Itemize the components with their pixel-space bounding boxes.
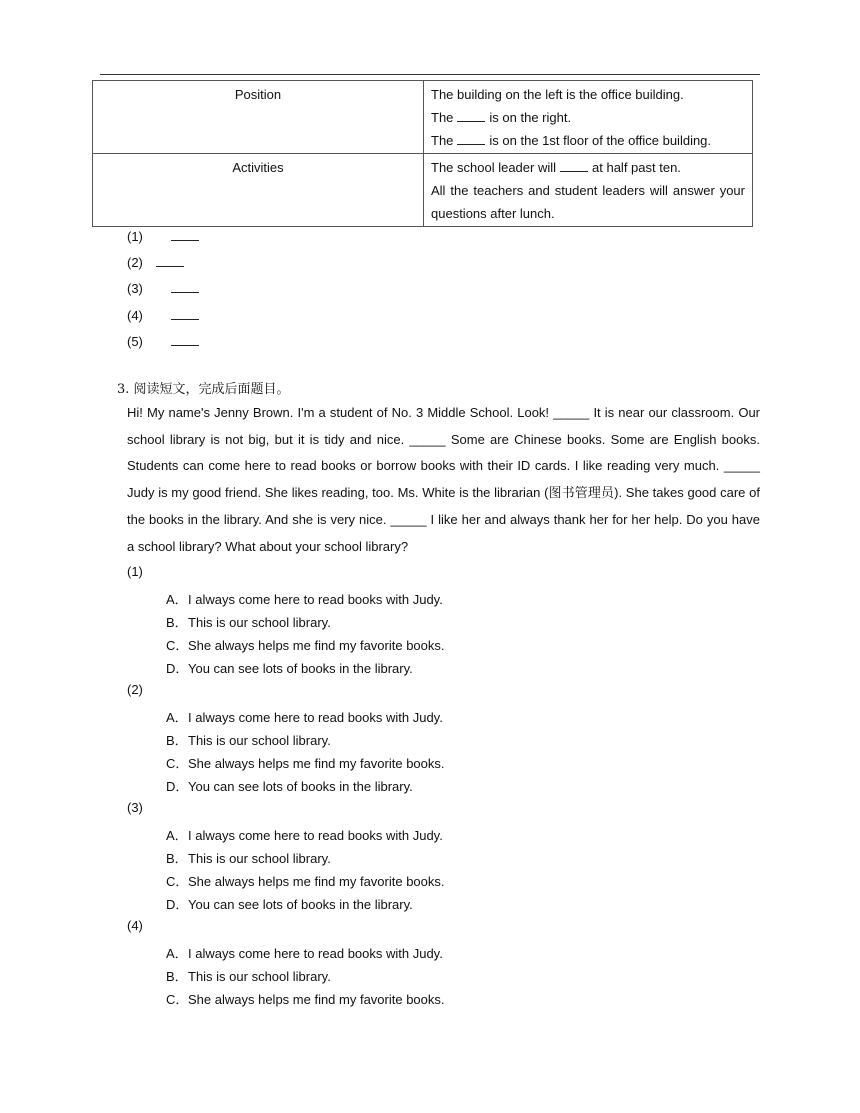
answer-blank[interactable] xyxy=(171,331,199,346)
passage-text: ). She takes good care of the books in the library. And she is very nice. _____ I like her and always thank her for her help. Do you have a school library? What about your school library? xyxy=(127,484,760,554)
option-text: This is our school library. xyxy=(188,851,331,866)
passage-chinese-gloss: 图书管理员 xyxy=(548,485,615,501)
option-b[interactable] xyxy=(166,966,331,985)
option-text: I always come here to read books with Judy. xyxy=(188,828,443,843)
question-3-title: 3. 阅读短文，完成后面题目。 xyxy=(117,382,290,397)
option-letter: B． xyxy=(166,733,188,748)
option-text: She always helps me find my favorite books. xyxy=(188,638,445,653)
fill-blank[interactable] xyxy=(457,130,485,145)
option-a[interactable] xyxy=(166,943,443,962)
line-text: is on the 1st floor of the office building. xyxy=(489,133,712,148)
option-letter: C． xyxy=(166,756,189,771)
option-text: I always come here to read books with Judy. xyxy=(188,592,443,607)
answer-line-5 xyxy=(127,331,203,350)
answer-label: (3) xyxy=(127,281,143,296)
table-line xyxy=(431,156,745,179)
option-text: I always come here to read books with Judy. xyxy=(188,710,443,725)
subquestion-label: (4) xyxy=(127,918,143,933)
table-value-activities xyxy=(424,154,753,227)
option-b[interactable] xyxy=(166,612,331,631)
table-value-position xyxy=(424,81,753,154)
option-letter: B． xyxy=(166,615,188,630)
table-key-activities: Activities xyxy=(93,154,424,227)
option-letter: C． xyxy=(166,638,189,653)
option-letter: B． xyxy=(166,969,188,984)
fill-blank[interactable] xyxy=(560,157,588,172)
fill-blank[interactable] xyxy=(457,107,485,122)
answer-line-2 xyxy=(127,252,188,271)
answer-blank[interactable] xyxy=(156,252,184,267)
option-text: This is our school library. xyxy=(188,733,331,748)
option-letter: A． xyxy=(166,946,188,961)
reading-passage xyxy=(127,400,760,560)
answer-blank[interactable] xyxy=(171,305,199,320)
table-line: All the teachers and student leaders will answer your questions after lunch. xyxy=(431,183,745,221)
option-letter: A． xyxy=(166,828,188,843)
option-text: This is our school library. xyxy=(188,615,331,630)
line-text: The building on the left is the office building. xyxy=(431,87,684,102)
option-letter: D． xyxy=(166,779,189,794)
subquestion-label: (3) xyxy=(127,800,143,815)
option-letter: B． xyxy=(166,851,188,866)
option-d[interactable] xyxy=(166,894,413,913)
option-text: You can see lots of books in the library. xyxy=(188,897,413,912)
option-b[interactable] xyxy=(166,730,331,749)
answer-label: (2) xyxy=(127,255,143,270)
subquestion-label: (2) xyxy=(127,682,143,697)
table-key-position: Position xyxy=(93,81,424,154)
table-row-activities xyxy=(93,154,753,227)
line-text: at half past ten. xyxy=(592,160,681,175)
option-d[interactable] xyxy=(166,658,413,677)
table-line xyxy=(431,83,745,106)
option-letter: A． xyxy=(166,592,188,607)
answer-line-4 xyxy=(127,305,203,324)
option-letter: D． xyxy=(166,897,189,912)
option-a[interactable] xyxy=(166,825,443,844)
option-a[interactable] xyxy=(166,589,443,608)
option-text: She always helps me find my favorite books. xyxy=(188,992,445,1007)
option-c[interactable] xyxy=(166,871,445,890)
subquestion-label: (1) xyxy=(127,564,143,579)
table-line xyxy=(431,129,745,152)
option-c[interactable] xyxy=(166,989,445,1008)
answer-label: (1) xyxy=(127,229,143,244)
option-c[interactable] xyxy=(166,635,445,654)
answer-label: (4) xyxy=(127,308,143,323)
answer-line-1 xyxy=(127,226,203,245)
option-b[interactable] xyxy=(166,848,331,867)
table-row-position xyxy=(93,81,753,154)
option-a[interactable] xyxy=(166,707,443,726)
option-letter: A． xyxy=(166,710,188,725)
answer-line-3 xyxy=(127,278,203,297)
line-text: is on the right. xyxy=(489,110,572,125)
line-text: The xyxy=(431,133,454,148)
option-c[interactable] xyxy=(166,753,445,772)
answer-label: (5) xyxy=(127,334,143,349)
info-table xyxy=(92,80,753,227)
option-text: This is our school library. xyxy=(188,969,331,984)
header-rule xyxy=(100,74,760,75)
passage-text: Hi! My name's Jenny Brown. I'm a student of No. 3 Middle School. Look! _____ It is near our classroom. Our school library is not big, but it is tidy and nice. _____ Some are Chinese books. Some are English books. Students can come here to read books or borrow books with their ID cards. I like reading very much. _____ Judy is my good friend. She likes reading, too. Ms. White is the librarian ( xyxy=(127,405,760,500)
option-letter: C． xyxy=(166,992,189,1007)
line-text: The school leader will xyxy=(431,160,557,175)
option-text: She always helps me find my favorite books. xyxy=(188,756,445,771)
option-d[interactable] xyxy=(166,776,413,795)
option-text: You can see lots of books in the library. xyxy=(188,661,413,676)
line-text: The xyxy=(431,110,454,125)
option-text: You can see lots of books in the library. xyxy=(188,779,413,794)
answer-blank[interactable] xyxy=(171,278,199,293)
table-line xyxy=(431,106,745,129)
option-text: She always helps me find my favorite books. xyxy=(188,874,445,889)
option-letter: D． xyxy=(166,661,189,676)
answer-blank[interactable] xyxy=(171,226,199,241)
option-text: I always come here to read books with Judy. xyxy=(188,946,443,961)
option-letter: C． xyxy=(166,874,189,889)
